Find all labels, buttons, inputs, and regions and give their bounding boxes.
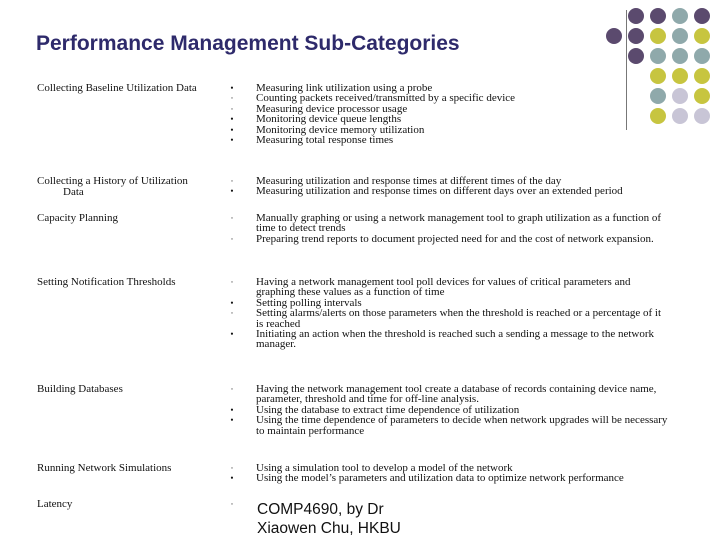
- decor-dot: [650, 8, 666, 24]
- bullet-marker: •: [230, 114, 234, 125]
- list-item-text: Initiating an action when the threshold is reached such a sending a message to the network manager.: [256, 328, 655, 351]
- bullet-marker: ·: [230, 176, 234, 186]
- category-label: [37, 176, 217, 198]
- list-item-text: Measuring device processor usage: [256, 102, 408, 115]
- subcategory-list: [226, 213, 671, 244]
- list-item-text: Measuring utilization and response times on different days over an extended period: [256, 185, 623, 198]
- category-label: Running Network Simulations: [37, 462, 172, 474]
- bullet-marker: ·: [230, 308, 234, 319]
- bullet-marker: ·: [230, 213, 234, 223]
- category-label: Capacity Planning: [37, 212, 118, 224]
- bullet-marker: •: [230, 135, 234, 146]
- list-item: [226, 329, 671, 350]
- bullet-marker: ·: [230, 277, 234, 287]
- decor-dot: [628, 28, 644, 44]
- list-item-text: Measuring utilization and response times at different times of the day: [256, 175, 562, 187]
- bullet-marker: ·: [230, 93, 234, 104]
- decor-dot: [650, 28, 666, 44]
- decor-dot: [628, 48, 644, 64]
- category-label: Collecting Baseline Utilization Data: [37, 82, 197, 94]
- decor-dot: [606, 28, 622, 44]
- footer-credit-line: Xiaowen Chu, HKBU: [257, 520, 401, 537]
- bullet-marker: •: [230, 404, 234, 415]
- list-item-text: Having a network management tool poll devices for values of critical parameters and graphing these values as a function of time: [256, 276, 631, 299]
- decor-dot: [672, 48, 688, 64]
- list-item: [226, 277, 671, 298]
- list-item-text: Measuring link utilization using a probe: [256, 82, 433, 94]
- list-item-text: Preparing trend reports to document projected need for and the cost of network expansion.: [256, 232, 654, 245]
- footer-credit-line: COMP4690, by Dr: [257, 501, 384, 518]
- bullet-marker: ·: [230, 103, 234, 114]
- bullet-marker: ·: [230, 499, 234, 509]
- decor-dot: [672, 88, 688, 104]
- category-label-line: Collecting a History of Utilization: [37, 175, 188, 187]
- list-item: [226, 234, 671, 244]
- bullet-marker: ·: [230, 384, 234, 394]
- list-item: [226, 415, 671, 436]
- list-item-text: Manually graphing or using a network management tool to graph utilization as a function of time to detect trends: [256, 212, 662, 235]
- list-item: [226, 135, 671, 145]
- subcategory-list: [226, 463, 671, 484]
- list-item-text: Measuring total response times: [256, 134, 394, 147]
- decor-dot: [672, 28, 688, 44]
- bullet-marker: •: [230, 297, 234, 308]
- category-label-line: Data: [63, 186, 84, 198]
- list-item-text: Counting packets received/transmitted by a specific device: [256, 92, 516, 105]
- bullet-marker: ·: [230, 463, 234, 473]
- bullet-marker: •: [230, 124, 234, 135]
- bullet-marker: •: [230, 83, 234, 93]
- decor-dot: [694, 88, 710, 104]
- list-item: [226, 384, 671, 405]
- list-item-text: Having the network management tool create a database of records containing device name, parameter, threshold and time for off-line analysis.: [256, 383, 657, 406]
- category-label: Building Databases: [37, 383, 123, 395]
- list-item-text: Using a simulation tool to develop a model of the network: [256, 462, 513, 474]
- footer-credit: [257, 500, 401, 538]
- decor-dot: [694, 108, 710, 124]
- subcategory-list: [226, 83, 671, 145]
- bullet-marker: ·: [230, 233, 234, 244]
- decor-dot: [650, 48, 666, 64]
- decor-dot: [694, 48, 710, 64]
- decor-dot: [694, 8, 710, 24]
- list-item-text: Using the model’s parameters and utilization data to optimize network performance: [256, 472, 624, 485]
- category-label: Latency: [37, 498, 73, 510]
- bullet-marker: •: [230, 415, 234, 426]
- decor-dot: [628, 8, 644, 24]
- decor-dot: [650, 68, 666, 84]
- bullet-marker: •: [230, 186, 234, 197]
- subcategory-list: [226, 277, 671, 350]
- list-item-text: Using the time dependence of parameters to decide when network upgrades will be necessary to maintain performance: [256, 414, 668, 437]
- list-item: [226, 213, 671, 234]
- decor-dot: [694, 28, 710, 44]
- list-item-text: Setting alarms/alerts on those parameters when the threshold is reached or a percentage of it is reached: [256, 307, 662, 330]
- decor-dot: [672, 8, 688, 24]
- category-label: Setting Notification Thresholds: [37, 276, 176, 288]
- subcategory-list: [226, 384, 671, 436]
- page-title: Performance Management Sub-Categories: [36, 32, 460, 55]
- list-item: [226, 308, 671, 329]
- bullet-marker: •: [230, 473, 234, 484]
- list-item-text: Using the database to extract time dependence of utilization: [256, 403, 520, 416]
- decor-dot: [672, 108, 688, 124]
- list-item-text: Setting polling intervals: [256, 296, 362, 309]
- decor-dot: [672, 68, 688, 84]
- list-item-text: Monitoring device queue lengths: [256, 113, 402, 126]
- decor-dot: [694, 68, 710, 84]
- bullet-marker: •: [230, 329, 234, 340]
- list-item-text: Monitoring device memory utilization: [256, 123, 425, 136]
- subcategory-list: [226, 176, 671, 197]
- list-item: [226, 473, 671, 483]
- list-item: [226, 186, 671, 196]
